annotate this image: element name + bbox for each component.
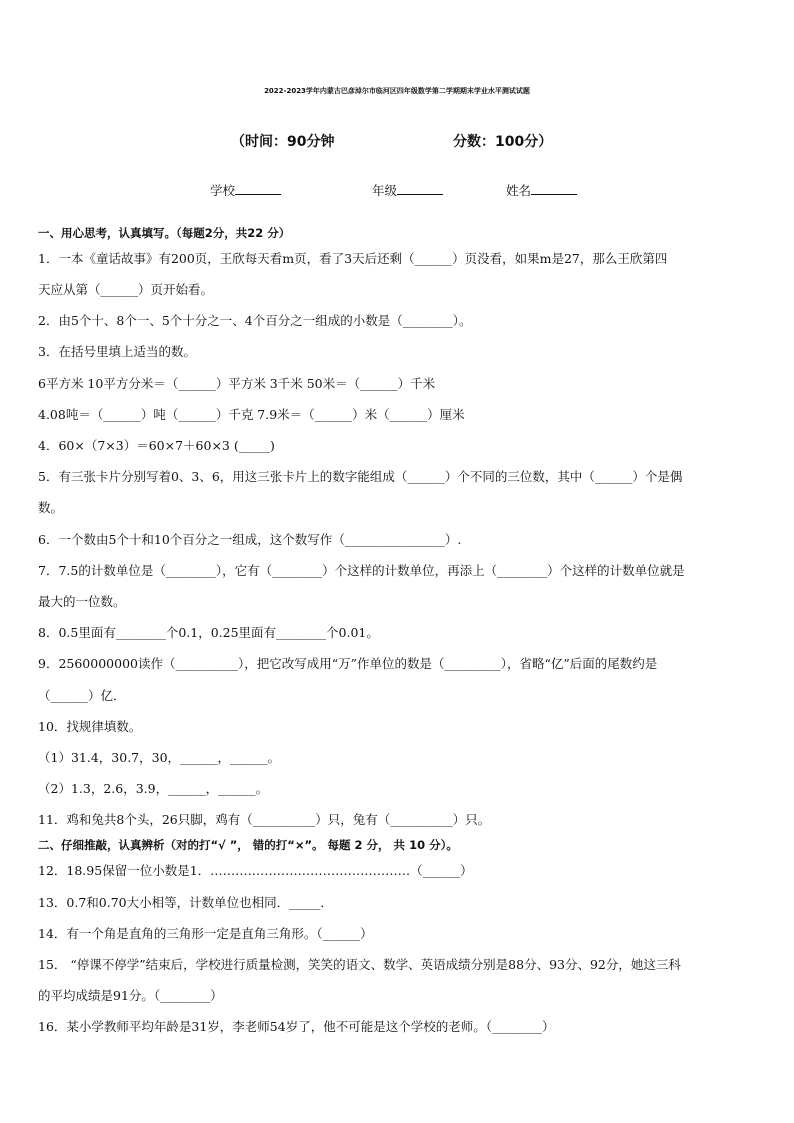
question-line: 15． “停课不停学”结束后，学校进行质量检测，笑笑的语文、数学、英语成绩分别是88分、93分、92分，她这三科 bbox=[38, 957, 681, 972]
question-line: 最大的一位数。 bbox=[38, 594, 126, 609]
question-line: （2）1.3，2.6，3.9，______，______。 bbox=[38, 781, 269, 796]
section-heading: 二、仔细推敲，认真辨析（对的打“√ ”， 错的打“×”。 每题 2 分， 共 10 分）。 bbox=[38, 838, 458, 852]
question-line: 14．有一个角是直角的三角形一定是直角三角形。（______） bbox=[38, 926, 373, 941]
name-label: 姓名 bbox=[506, 183, 532, 198]
question-line: （1）31.4，30.7，30，______，______。 bbox=[38, 750, 281, 765]
grade-blank[interactable] bbox=[397, 182, 443, 195]
school-label: 学校 bbox=[210, 183, 236, 198]
school-blank[interactable] bbox=[235, 182, 281, 195]
grade-field bbox=[372, 181, 443, 199]
question-line: 5．有三张卡片分别写着0、3、6，用这三张卡片上的数字能组成（______）个不同的三位数，其中（______）个是偶 bbox=[38, 469, 683, 484]
section-heading: 一、用心思考，认真填写。（每题2分，共22 分） bbox=[38, 226, 291, 240]
question-line: 天应从第（______）页开始看。 bbox=[38, 282, 214, 297]
question-line: 16．某小学教师平均年龄是31岁，李老师54岁了，他不可能是这个学校的老师。（________） bbox=[38, 1019, 555, 1034]
question-line: 4.08吨＝（______）吨（______）千克 7.9米＝（______）米（______）厘米 bbox=[38, 407, 465, 422]
question-line: （______）亿． bbox=[38, 688, 126, 703]
question-line: 数。 bbox=[38, 500, 64, 515]
name-blank[interactable] bbox=[531, 182, 577, 195]
question-line: 3．在括号里填上适当的数。 bbox=[38, 344, 196, 359]
question-line: 4．60×（7×3）＝60×7＋60×3 (_____) bbox=[38, 438, 275, 453]
grade-label: 年级 bbox=[372, 183, 398, 198]
question-line: 6．一个数由5个十和10个百分之一组成，这个数写作（________________）. bbox=[38, 532, 462, 547]
name-field bbox=[506, 181, 577, 199]
question-line: 2．由5个十、8个一、5个十分之一、4个百分之一组成的小数是（________）。 bbox=[38, 313, 472, 328]
question-line: 10．找规律填数。 bbox=[38, 719, 142, 734]
question-line: 的平均成绩是91分。（________） bbox=[38, 988, 223, 1003]
question-line: 11．鸡和兔共8个头，26只脚，鸡有（__________）只，兔有（__________）只。 bbox=[38, 812, 491, 827]
question-line: 13．0.7和0.70大小相等，计数单位也相同．_____． bbox=[38, 895, 333, 910]
question-line: 9．2560000000读作（__________），把它改写成用“万”作单位的数是（_________），省略“亿”后面的尾数约是 bbox=[38, 656, 658, 671]
school-field bbox=[210, 181, 281, 199]
question-line: 1．一本《童话故事》有200页，王欣每天看m页，看了3天后还剩（______）页没看，如果m是27，那么王欣第四 bbox=[38, 251, 668, 266]
exam-score: 分数：100分） bbox=[453, 134, 553, 150]
page-title: 2022-2023学年内蒙古巴彦淖尔市临河区四年级数学第二学期期末学业水平测试试题 bbox=[264, 87, 530, 95]
question-line: 8．0.5里面有________个0.1，0.25里面有________个0.01。 bbox=[38, 625, 379, 640]
question-line: 7．7.5的计数单位是（________），它有（________）个这样的计数单位，再添上（________）个这样的计数单位就是 bbox=[38, 563, 685, 578]
exam-time: （时间：90分钟 bbox=[231, 134, 335, 150]
question-line: 12．18.95保留一位小数是1．…………………………………………（______） bbox=[38, 863, 473, 878]
question-line: 6平方米 10平方分米＝（______）平方米 3千米 50米＝（______）千米 bbox=[38, 376, 436, 391]
